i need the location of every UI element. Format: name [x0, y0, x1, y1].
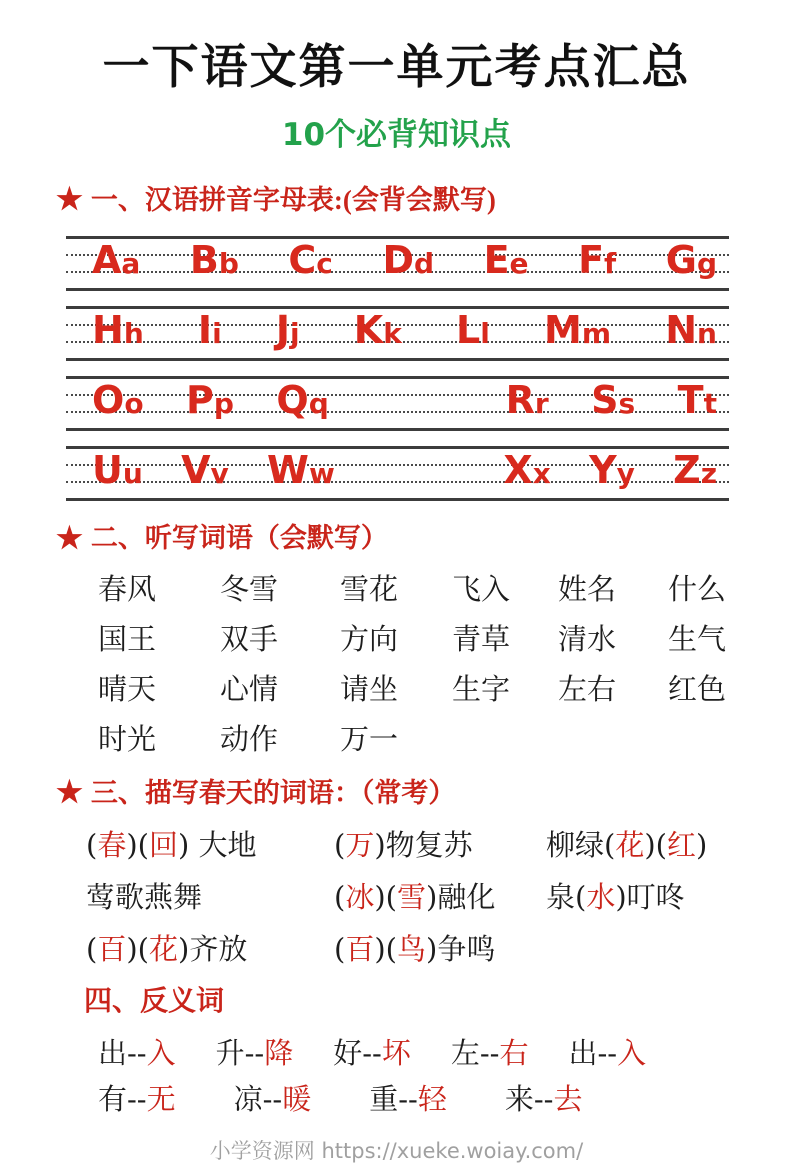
capital-letter: U — [92, 448, 123, 493]
small-letter: c — [316, 247, 333, 281]
phrase-row — [0, 817, 793, 869]
text-segment: )争鸣 — [426, 931, 496, 966]
staff-line — [66, 306, 729, 309]
section-pinyin-heading — [56, 184, 793, 216]
footer-url: 小学资源网 https://xueke.woiay.com/ — [209, 1138, 584, 1163]
antonym-list — [0, 1029, 793, 1121]
text-segment: 雪 — [396, 879, 426, 914]
letter-pair — [92, 378, 144, 423]
word-item: 雪花 — [340, 572, 399, 607]
text-segment: 泉( — [546, 879, 587, 914]
text-segment: 百 — [97, 931, 127, 966]
word-item: 什么 — [668, 572, 727, 607]
small-letter: u — [122, 457, 143, 491]
capital-letter: Q — [276, 378, 309, 423]
text-segment: 入 — [617, 1036, 647, 1071]
phrase-group — [505, 1077, 583, 1118]
letter-pair — [544, 308, 612, 353]
word-item: 冬雪 — [220, 572, 279, 607]
staff-line — [66, 358, 729, 361]
small-letter: e — [509, 247, 529, 281]
phrase-group — [216, 1031, 294, 1072]
section-antonyms-title: 四、反义词 — [84, 986, 225, 1018]
text-segment: 来-- — [504, 1082, 554, 1117]
text-segment: 降 — [264, 1036, 294, 1071]
capital-letter: Z — [673, 448, 701, 493]
text-segment: )( — [374, 879, 397, 914]
word-item: 生字 — [452, 672, 511, 707]
word-row — [0, 613, 793, 663]
phrase-group — [86, 823, 334, 864]
text-segment: 暖 — [282, 1082, 312, 1117]
small-letter: l — [480, 317, 490, 351]
small-letter: j — [289, 317, 300, 351]
pinyin-alphabet-table — [66, 236, 729, 500]
capital-letter: G — [665, 238, 697, 283]
small-letter: b — [218, 247, 239, 281]
capital-letter: I — [197, 308, 213, 353]
text-segment: 坏 — [381, 1036, 411, 1071]
staff-line — [66, 376, 729, 379]
phrase-group — [98, 1031, 176, 1072]
phrase-group — [333, 1031, 411, 1072]
star-icon: ★ — [56, 183, 83, 217]
small-letter: a — [121, 247, 141, 281]
letter-pair — [505, 378, 549, 423]
text-segment: ( — [86, 931, 98, 966]
letter-pair — [186, 378, 234, 423]
small-letter: k — [383, 317, 402, 351]
letter-pair — [665, 308, 717, 353]
text-segment: 出-- — [568, 1036, 618, 1071]
text-segment: 有-- — [98, 1082, 147, 1117]
capital-letter: X — [503, 448, 533, 493]
letter-pair — [92, 238, 141, 283]
capital-letter: A — [92, 238, 122, 283]
capital-letter: T — [677, 378, 704, 423]
letter-pair — [578, 238, 617, 283]
letter-pair — [275, 308, 300, 353]
letter-row — [92, 378, 717, 423]
capital-letter: H — [92, 308, 124, 353]
letter-pair — [456, 308, 490, 353]
small-letter: t — [703, 387, 717, 421]
word-item: 生气 — [668, 622, 727, 657]
text-segment: ) — [696, 827, 708, 862]
letter-pair — [589, 448, 635, 493]
text-segment: ( — [86, 827, 98, 862]
small-letter: n — [697, 317, 717, 351]
text-segment: 水 — [586, 879, 616, 914]
letter-row — [92, 238, 717, 283]
text-segment: 重-- — [369, 1082, 418, 1117]
phrase-group — [334, 875, 546, 916]
capital-letter: W — [267, 448, 309, 493]
staff-row — [66, 446, 729, 500]
phrase-group — [546, 875, 793, 916]
letter-pair — [677, 378, 717, 423]
section-antonyms-heading — [84, 985, 793, 1019]
phrase-row — [0, 869, 793, 921]
word-item: 左右 — [558, 672, 617, 707]
section-spring-title: 三、描写春天的词语：（常考） — [90, 777, 456, 808]
text-segment: 凉-- — [233, 1082, 283, 1117]
small-letter: r — [534, 387, 549, 421]
section-spring-heading — [56, 777, 793, 809]
phrase-group — [234, 1077, 312, 1118]
small-letter: z — [700, 457, 717, 491]
section-dictation-heading — [56, 522, 793, 554]
letter-pair — [197, 308, 222, 353]
text-segment: 鸟 — [396, 931, 426, 966]
text-segment: 升-- — [215, 1036, 265, 1071]
text-segment: )物复苏 — [374, 827, 473, 862]
star-icon: ★ — [56, 521, 83, 555]
section-dictation-title: 二、听写词语（会默写） — [90, 523, 388, 554]
word-row — [0, 563, 793, 613]
letter-pair — [276, 378, 329, 423]
small-letter: s — [618, 387, 636, 421]
text-segment: )叮咚 — [615, 879, 685, 914]
capital-letter: K — [353, 308, 384, 353]
phrase-group — [546, 823, 793, 864]
phrase-group — [334, 927, 546, 968]
text-segment: )( — [644, 827, 667, 862]
staff-line — [66, 498, 729, 501]
phrase-group — [86, 927, 334, 968]
small-letter: q — [308, 387, 329, 421]
phrase-group — [369, 1077, 447, 1118]
small-letter: o — [124, 387, 144, 421]
word-item: 红色 — [668, 672, 727, 707]
page-subtitle: 10个必背知识点 — [281, 117, 512, 153]
small-letter: w — [308, 457, 335, 491]
text-segment: 柳绿( — [546, 827, 616, 862]
staff-row — [66, 306, 729, 360]
staff-line — [66, 288, 729, 291]
word-item: 万一 — [340, 722, 399, 757]
section-pinyin-title: 一、汉语拼音字母表:(会背会默写) — [90, 185, 496, 215]
staff-row — [66, 376, 729, 430]
letter-pair — [483, 238, 529, 283]
staff-line — [66, 428, 729, 431]
text-segment: 万 — [345, 827, 375, 862]
text-segment: 莺歌燕舞 — [86, 879, 203, 914]
staff-row — [66, 236, 729, 290]
text-segment: 右 — [499, 1036, 529, 1071]
letter-pair — [503, 448, 551, 493]
phrase-row — [0, 1075, 793, 1121]
text-segment: 去 — [553, 1082, 583, 1117]
text-segment: 花 — [148, 931, 178, 966]
text-segment: 无 — [146, 1082, 176, 1117]
text-segment: )( — [374, 931, 397, 966]
small-letter: g — [696, 247, 717, 281]
text-segment: 左-- — [450, 1036, 500, 1071]
capital-letter: S — [591, 378, 619, 423]
word-item: 清水 — [558, 622, 617, 657]
small-letter: y — [616, 457, 635, 491]
small-letter: f — [604, 247, 617, 281]
phrase-group — [86, 875, 334, 916]
small-letter: x — [532, 457, 551, 491]
text-segment: ( — [334, 827, 346, 862]
star-icon: ★ — [56, 775, 83, 809]
capital-letter: V — [181, 448, 211, 493]
letter-pair — [92, 448, 143, 493]
word-item: 青草 — [452, 622, 511, 657]
capital-letter: J — [275, 308, 290, 353]
small-letter: m — [581, 317, 612, 351]
spring-phrase-list — [0, 817, 793, 973]
word-item: 时光 — [98, 722, 157, 757]
letter-pair — [288, 238, 333, 283]
text-segment: )( — [126, 827, 149, 862]
word-item: 姓名 — [558, 572, 617, 607]
text-segment: 红 — [666, 827, 696, 862]
text-segment: 入 — [146, 1036, 176, 1071]
word-item: 春风 — [98, 572, 157, 607]
small-letter: p — [213, 387, 234, 421]
text-segment: )( — [126, 931, 149, 966]
capital-letter: F — [578, 238, 605, 283]
word-item: 晴天 — [98, 672, 157, 707]
text-segment: 百 — [345, 931, 375, 966]
small-letter: i — [212, 317, 222, 351]
text-segment: ) 大地 — [178, 827, 257, 862]
word-item: 方向 — [340, 622, 399, 657]
capital-letter: P — [186, 378, 214, 423]
capital-letter: D — [382, 238, 414, 283]
capital-letter: C — [288, 238, 317, 283]
text-segment: 春 — [97, 827, 127, 862]
text-segment: ( — [334, 879, 346, 914]
letter-pair — [591, 378, 636, 423]
capital-letter: L — [456, 308, 481, 353]
letter-pair — [189, 238, 239, 283]
phrase-group — [334, 823, 546, 864]
capital-letter: B — [189, 238, 219, 283]
small-letter: d — [413, 247, 435, 281]
letter-row — [92, 448, 717, 493]
letter-pair — [267, 448, 335, 493]
small-letter: h — [123, 317, 144, 351]
word-item: 请坐 — [340, 672, 399, 707]
word-row — [0, 663, 793, 713]
phrase-row — [0, 921, 793, 973]
dictation-word-list — [0, 563, 793, 763]
word-item: 心情 — [220, 672, 279, 707]
capital-letter: M — [544, 308, 582, 353]
letter-pair — [353, 308, 402, 353]
capital-letter: R — [505, 378, 535, 423]
letter-pair — [673, 448, 717, 493]
capital-letter: E — [483, 238, 510, 283]
text-segment: 花 — [615, 827, 645, 862]
letter-pair — [665, 238, 717, 283]
word-item: 国王 — [98, 622, 157, 657]
capital-letter: N — [665, 308, 698, 353]
letter-pair — [181, 448, 229, 493]
capital-letter: Y — [589, 448, 617, 493]
small-letter: v — [210, 457, 229, 491]
phrase-group — [98, 1077, 176, 1118]
word-row — [0, 713, 793, 763]
phrase-group — [451, 1031, 529, 1072]
text-segment: )融化 — [426, 879, 496, 914]
capital-letter: O — [92, 378, 125, 423]
letter-pair — [382, 238, 435, 283]
text-segment: )齐放 — [178, 931, 248, 966]
staff-line — [66, 446, 729, 449]
text-segment: 出-- — [98, 1036, 147, 1071]
text-segment: 冰 — [345, 879, 375, 914]
text-segment: ( — [334, 931, 346, 966]
word-item: 动作 — [220, 722, 279, 757]
text-segment: 好-- — [333, 1036, 382, 1071]
word-item: 双手 — [220, 622, 279, 657]
text-segment: 回 — [148, 827, 178, 862]
word-item: 飞入 — [452, 572, 511, 607]
phrase-group — [569, 1031, 647, 1072]
page-title: 一下语文第一单元考点汇总 — [102, 42, 691, 94]
letter-row — [92, 308, 717, 353]
letter-pair — [92, 308, 144, 353]
text-segment: 轻 — [417, 1082, 447, 1117]
phrase-row — [0, 1029, 793, 1075]
